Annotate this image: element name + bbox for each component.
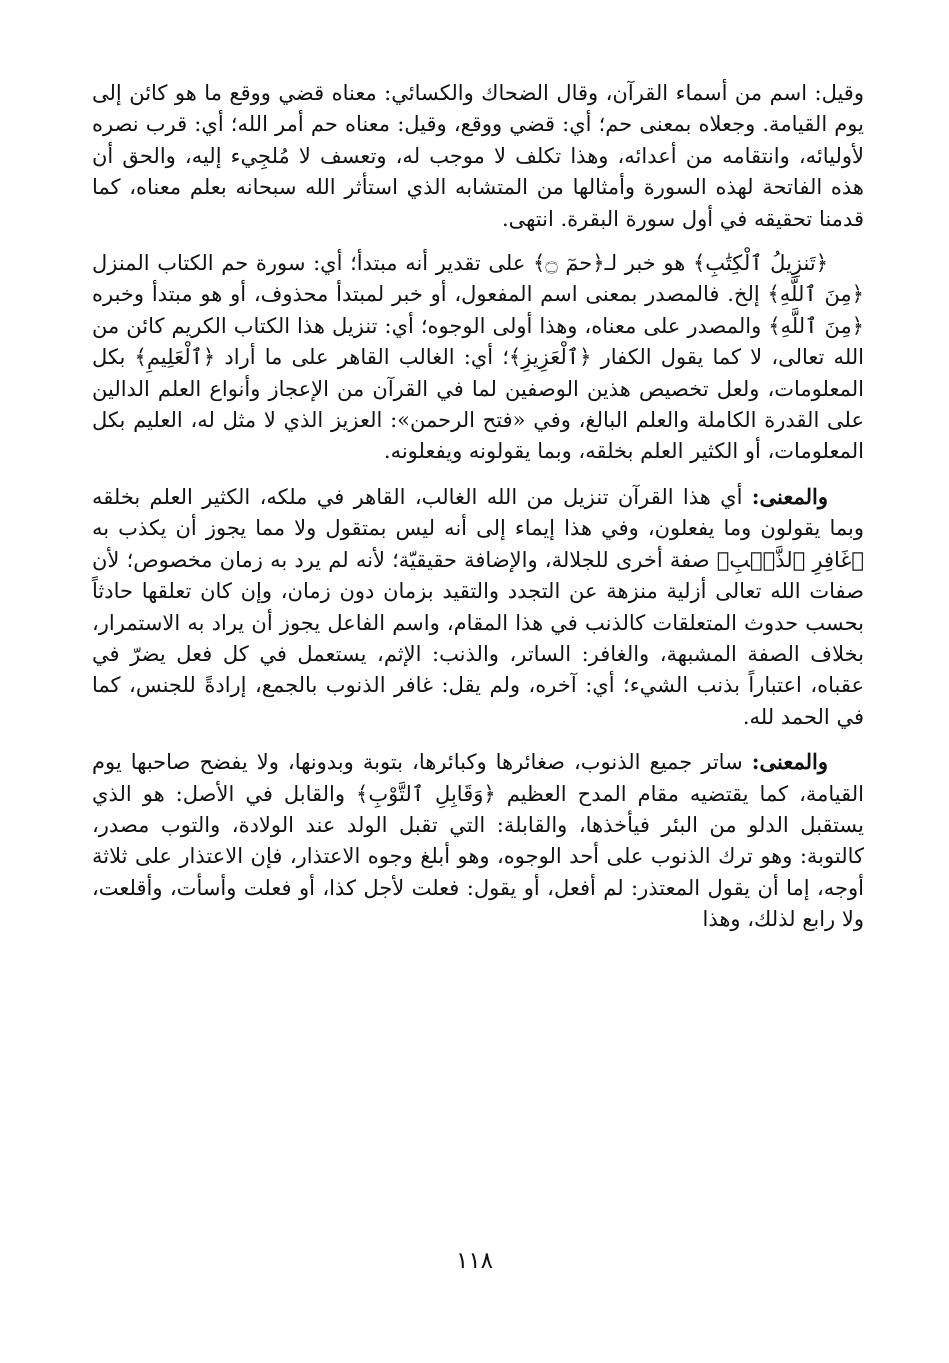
paragraph [92,78,864,235]
paragraph-lead: والمعنى: [751,749,828,775]
paragraph-text: وقيل: اسم من أسماء القرآن، وقال الضحاك والكسائي: معناه قضي ووقع ما هو كائن إلى يوم القيامة. وجعلاه بمعنى حم؛ أي: قضي ووقع، وقيل: معناه حم أمر الله؛ أي: قرب نصره لأوليائه، وانتقامه من أعدائه، وهذا تكلف لا موجب له، وتعسف لا مُلجِيء إليه، والحق أن هذه الفاتحة لهذه السورة وأمثالها من المتشابه الذي استأثر الله سبحانه بعلم معناه، كما قدمنا تحقيقه في أول سورة البقرة. انتهى. [92,81,864,231]
page-number: ١١٨ [455,1248,494,1274]
paragraph-text: ﴿تَنزِيلُ ٱلْكِتَٰبِ﴾ هو خبر لـ﴿حمٓ ۝﴾ على تقدير أنه مبتدأ؛ أي: سورة حم الكتاب المنزل ﴿مِنَ ٱللَّهِ﴾ إلخ. فالمصدر بمعنى اسم المفعول، أو خبر لمبتدأ محذوف، أو هو مبتدأ وخبره ﴿مِنَ ٱللَّهِ﴾ والمصدر على معناه، وهذا أولى الوجوه؛ أي: تنزيل هذا الكتاب الكريم كائن من الله تعالى، لا كما يقول الكفار ﴿ٱلْعَزِيزِ﴾؛ أي: الغالب القاهر على ما أراد ﴿ٱلْعَلِيمِ﴾ بكل المعلومات، ولعل تخصيص هذين الوصفين لما في القرآن من الإعجاز وأنواع العلم الدالين على القدرة الكاملة والعلم البالغ، وفي «فتح الرحمن»: العزيز الذي لا مثل له، العليم بكل المعلومات، أو الكثير العلم بخلقه، وبما يقولونه ويفعلونه. [92,251,864,464]
paragraph [92,746,864,935]
paragraph [92,481,864,733]
paragraph-lead: والمعنى: [751,483,828,509]
paragraph-text: ساتر جميع الذنوب، صغائرها وكبائرها، بتوبة وبدونها، ولا يفضح صاحبها يوم القيامة، كما يقتضيه مقام المدح العظيم ﴿وَقَابِلِ ٱلتَّوْبِ﴾ والقابل في الأصل: هو الذي يستقبل الدلو من البئر فيأخذها، والقابلة: التي تقبل الولد عند الولادة، والتوب مصدر، كالتوبة: وهو ترك الذنوب على أحد الوجوه، وهو أبلغ وجوه الاعتذار، فإن الاعتذار على ثلاثة أوجه، إما أن يقول المعتذر: لم أفعل، أو يقول: فعلت لأجل كذا، أو فعلت وأسأت، وأقلعت، ولا رابع لذلك، وهذا [92,750,864,932]
page-body [92,78,864,949]
paragraph [92,248,864,468]
paragraph-text: أي هذا القرآن تنزيل من الله الغالب، القاهر في ملكه، الكثير العلم بخلقه وبما يقولون وما يفعلون، وفي هذا إيماء إلى أنه ليس بمتقول ولا مما يجوز أن يكذب به ﴿غَافِرِ ٱلذَّنۢبِ﴾ صفة أخرى للجلالة، والإضافة حقيقيّة؛ لأنه لم يرد به زمان مخصوص؛ لأن صفات الله تعالى أزلية منزهة عن التجدد والتقيد بزمان دون زمان، وإن كان تعلقها حادثاً بحسب حدوث المتعلقات كالذنب في هذا المقام، واسم الفاعل يجوز أن يراد به الاستمرار، بخلاف الصفة المشبهة، والغافر: الساتر، والذنب: الإثم، يستعمل في كل فعل يضرّ في عقباه، اعتباراً بذنب الشيء؛ أي: آخره، ولم يقل: غافر الذنوب بالجمع، إرادةً للجنس، كما في الحمد لله. [92,484,864,729]
